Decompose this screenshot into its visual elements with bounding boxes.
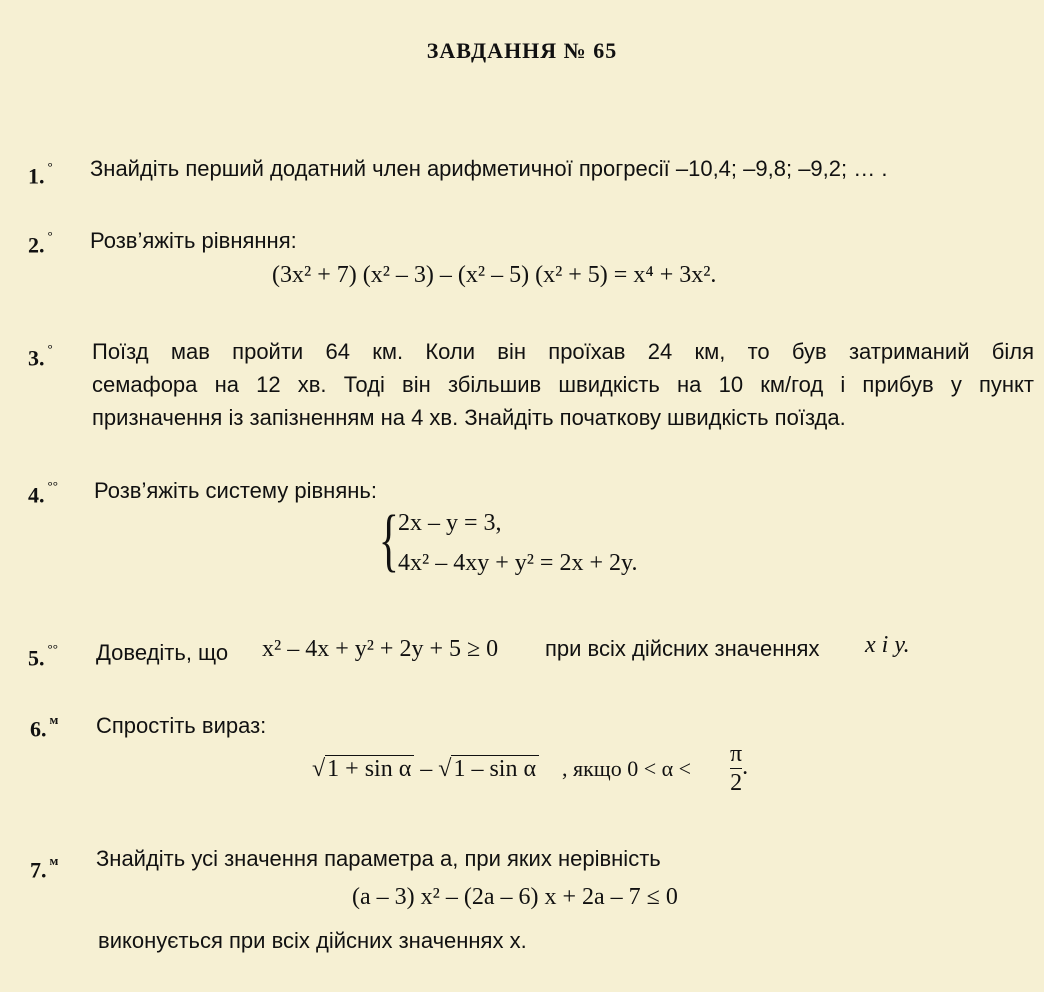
task-2-text: Розв’яжіть рівняння: <box>90 228 297 253</box>
system-brace: { <box>378 502 399 579</box>
task-3-line-1: Поїзд мав пройти 64 км. Коли він проїхав 24 км, то був затриманий біля <box>92 339 1034 364</box>
task-5-text-after: при всіх дійсних значеннях <box>545 636 820 661</box>
task-7-inequality: (a – 3) x² – (2a – 6) x + 2a – 7 ≤ 0 <box>352 884 678 910</box>
task-5-expression: x² – 4x + y² + 2y + 5 ≥ 0 <box>262 636 499 662</box>
task-4-text: Розв’яжіть систему рівнянь: <box>94 478 377 503</box>
task-6-expression: √1 + sin α – √1 – sin α <box>312 756 539 783</box>
task-4-number: 4. °° <box>28 478 58 508</box>
task-5-level-mark: °° <box>47 641 58 656</box>
task-6-text: Спростіть вираз: <box>96 713 267 738</box>
task-6-level-mark: м <box>49 712 59 727</box>
task-5-variables: x і y. <box>865 632 910 658</box>
task-6-condition: , якщо 0 < α < <box>562 756 692 781</box>
sqrt-1: √1 + sin α <box>312 756 414 783</box>
task-2-level-mark: ° <box>47 228 53 243</box>
task-6-fraction: $\frac{\pi}{2}$ . <box>730 741 749 796</box>
task-2-number: 2. ° <box>28 228 53 258</box>
task-1-text: Знайдіть перший додатний член арифметичної прогресії –10,4; –9,8; –9,2; … . <box>90 156 888 181</box>
task-7-number: 7. $^м$ <box>30 853 59 883</box>
task-4-equation-2: 4x² – 4xy + y² = 2x + 2y. <box>398 550 638 576</box>
task-3-number: 3. ° <box>28 341 53 371</box>
task-7-text-after: виконується при всіх дійсних значеннях x. <box>98 928 527 953</box>
sqrt-2: √1 – sin α <box>438 756 539 783</box>
task-3-line-3: призначення із запізненням на 4 хв. Знайдіть початкову швидкість поїзда. <box>92 405 846 430</box>
task-7-text: Знайдіть усі значення параметра a, при яких нерівність <box>96 846 661 871</box>
task-4-equation-1: 2x – y = 3, <box>398 510 502 536</box>
task-4-level-mark: °° <box>47 478 58 493</box>
task-7-level-mark: м <box>49 853 59 868</box>
task-2-equation: (3x² + 7) (x² – 3) – (x² – 5) (x² + 5) = x⁴ + 3x². <box>272 262 717 288</box>
task-6-number: 6. $^м$ <box>30 712 59 742</box>
task-1-level-mark: ° <box>47 159 53 174</box>
page-title: ЗАВДАННЯ № 65 <box>426 38 618 63</box>
task-3-line-2: семафора на 12 хв. Тоді він збільшив швидкість на 10 км/год і прибув у пункт <box>92 372 1034 397</box>
task-1-number: 1. ° <box>28 159 53 189</box>
task-5-text-before: Доведіть, що <box>96 640 229 665</box>
task-3-level-mark: ° <box>47 341 53 356</box>
task-5-number: 5. °° <box>28 641 58 671</box>
